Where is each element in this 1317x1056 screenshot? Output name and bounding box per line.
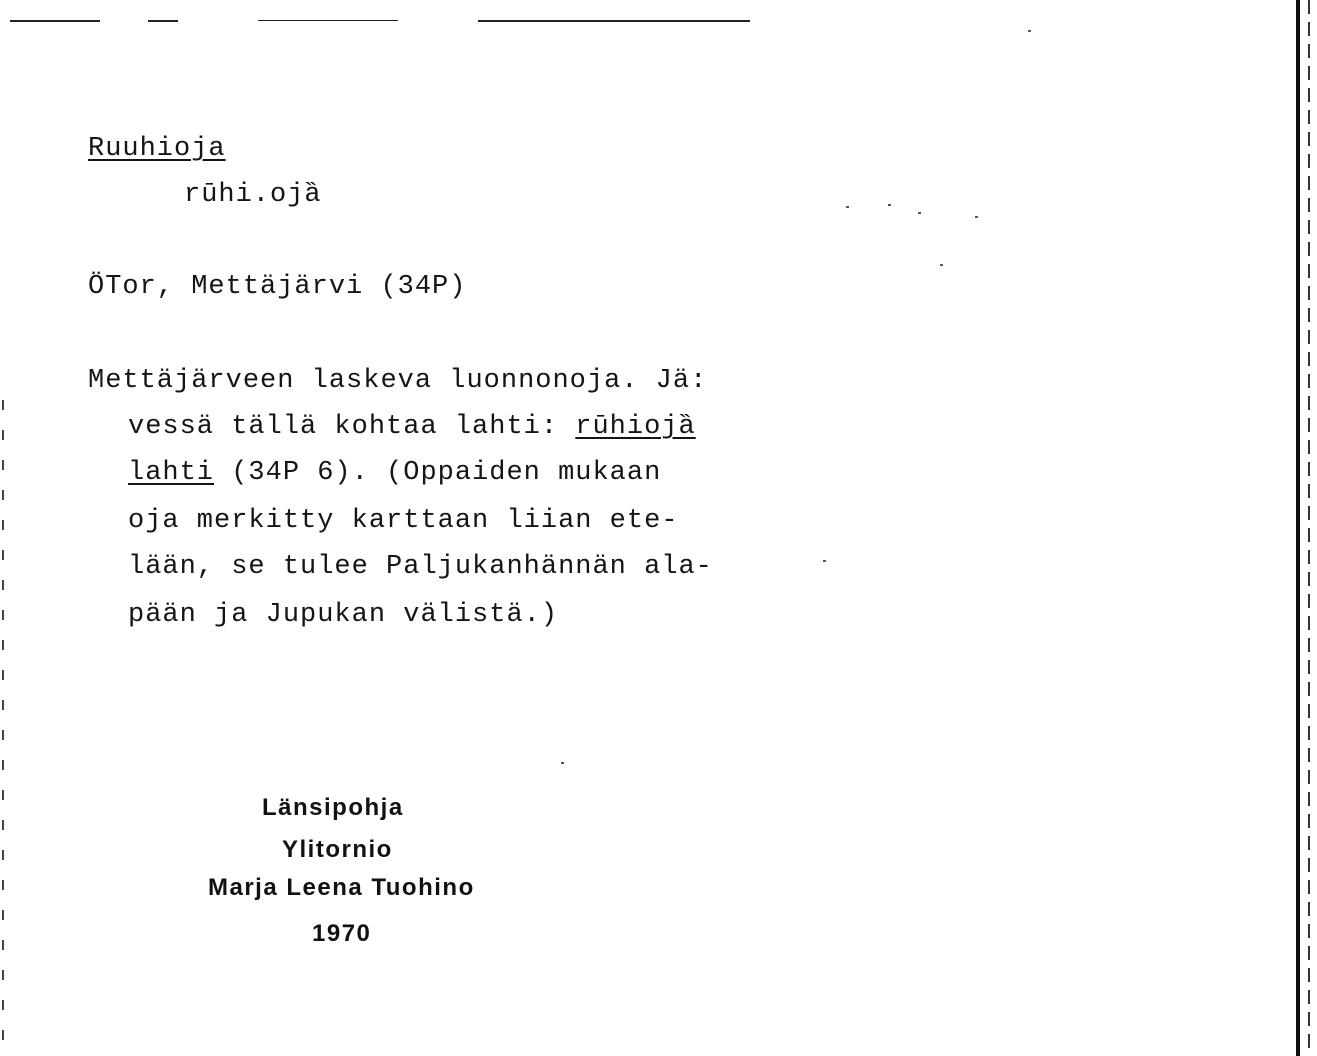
dialect-form: lahti [128,458,215,488]
left-card-edge [2,400,4,1040]
dialect-form: rūhiojȁ [575,412,696,442]
scan-speck [1028,30,1031,32]
scan-speck [823,560,826,562]
stamp-parish: Ylitornio [282,836,393,863]
location: ÖTor, Mettäjärvi (34P) [88,272,467,302]
right-card-edge [1296,0,1300,1056]
stamp-year: 1970 [312,920,372,947]
top-edge-line [148,20,178,22]
description-line: pään ja Jupukan välistä.) [128,600,559,630]
description-line: lään, se tulee Paljukanhännän ala- [128,552,713,582]
description-line [128,414,696,441]
scan-speck [561,762,564,764]
stamp-collector: Marja Leena Tuohino [208,874,475,901]
stamp-region: Länsipohja [262,794,404,821]
description-text: vessä tällä kohtaa lahti: [128,412,576,442]
description-line: Mettäjärveen laskeva luonnonoja. Jä: [88,366,708,396]
scan-speck [940,264,943,266]
description-line: oja merkitty karttaan liian ete- [128,506,679,536]
description-line [128,460,661,487]
headword: Ruuhioja [88,134,226,164]
top-edge-line [10,20,100,22]
scan-speck [918,212,921,214]
scan-speck [975,216,978,218]
scan-speck [888,204,891,206]
right-card-edge-shadow [1308,0,1310,1056]
scan-speck [846,206,849,208]
top-edge-line [478,20,750,22]
top-edge-line [258,20,398,21]
description-text: (34P 6). (Oppaiden mukaan [214,458,662,488]
pronunciation: rūhi.ojȁ [184,180,322,210]
